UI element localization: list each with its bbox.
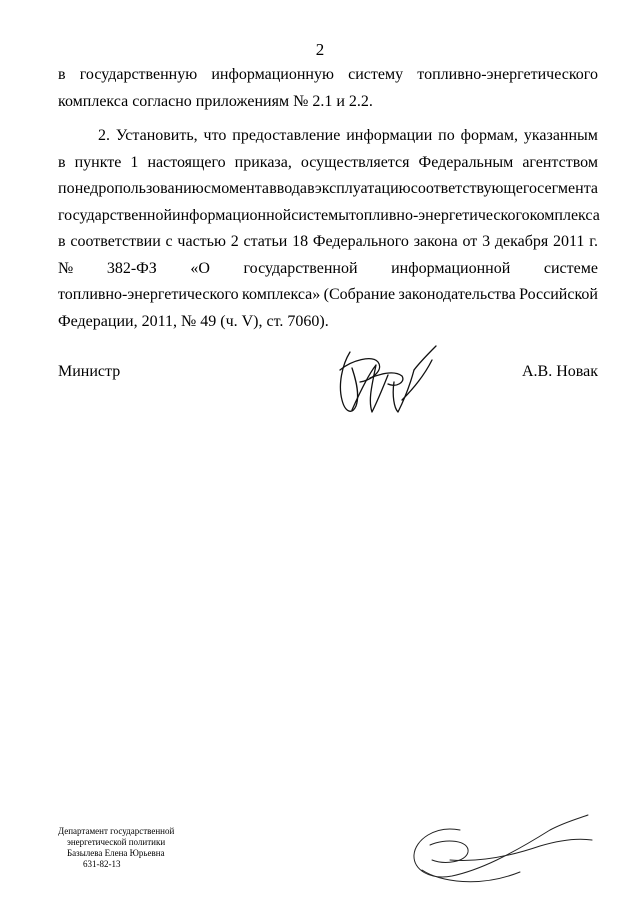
contact-department-2: энергетической политики <box>67 837 166 847</box>
paragraph-2-line-4: государственной информационной системы топливно-энергетического комплекса <box>58 206 600 224</box>
paragraph-2-line-3: по недропользованию с момента ввода в эксплуатацию соответствующего сегмента <box>58 180 598 197</box>
paragraph-2-line-6: № 382-ФЗ «О государственной информационной системе <box>58 259 598 277</box>
paragraph-2-line-8: Федерации, 2011, № 49 (ч. V), ст. 7060). <box>58 312 329 330</box>
contact-department: Департамент государственной <box>58 826 175 836</box>
paragraph-2-line-2: в пункте 1 настоящего приказа, осуществляется Федеральным агентством <box>58 153 598 171</box>
document-body <box>58 62 598 335</box>
paragraph-2-line-1: 2. Установить, что предоставление информации по формам, указанным <box>98 127 598 144</box>
paragraph-1-line-2: комплекса согласно приложениям № 2.1 и 2.2. <box>58 92 373 110</box>
contact-block <box>58 826 174 870</box>
signer-title: Министр <box>58 363 121 380</box>
contact-person: Базылева Елена Юрьевна <box>67 848 165 858</box>
signer-name: А.В. Новак <box>522 363 598 380</box>
paragraph-2-line-7: топливно-энергетического комплекса» (Собрание законодательства Российской <box>58 286 598 303</box>
handwritten-signature <box>332 340 442 430</box>
page-number: 2 <box>315 40 325 59</box>
paragraph-1-line-1: в государственную информационную систему топливно-энергетического <box>58 66 598 83</box>
contact-phone: 631-82-13 <box>83 859 121 869</box>
handwritten-initials <box>400 800 600 895</box>
paragraph-2-line-5: в соответствии с частью 2 статьи 18 Федерального закона от 3 декабря 2011 г. <box>58 233 598 250</box>
